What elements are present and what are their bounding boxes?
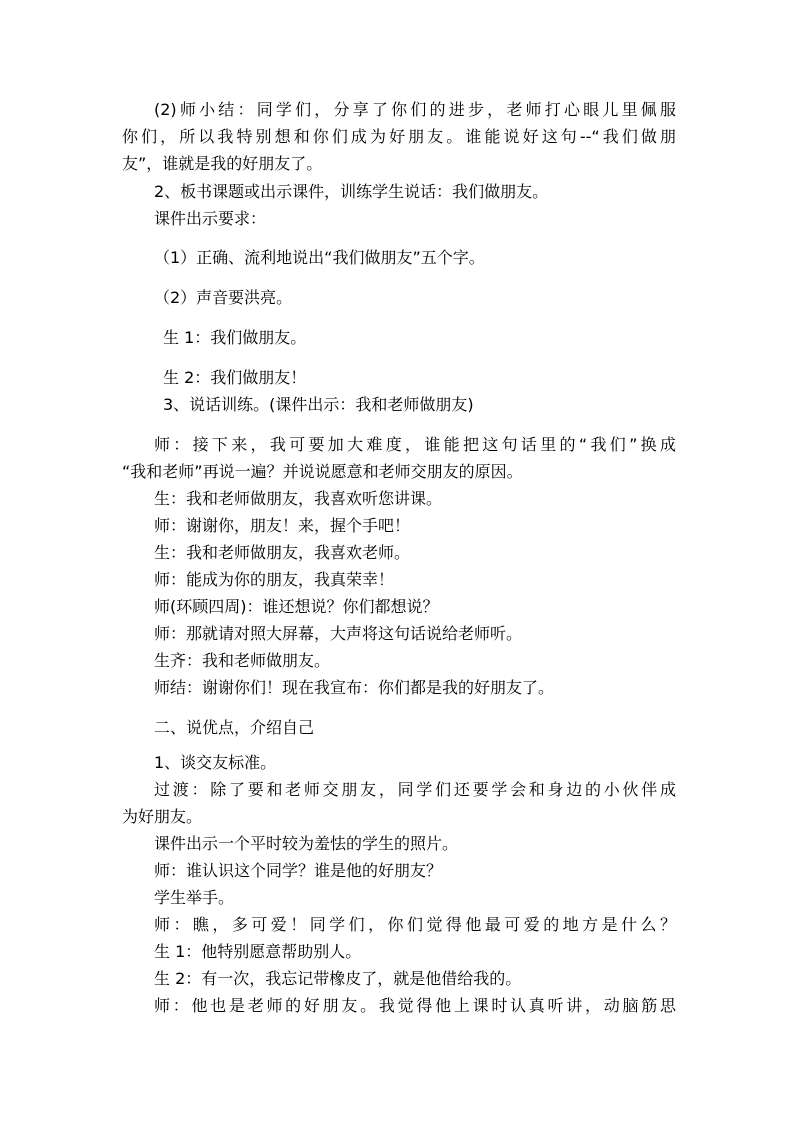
requirement-item: （2）声音要洪亮。 <box>154 288 293 307</box>
requirement-item: （1）正确、流利地说出“我们做朋友”五个字。 <box>154 248 485 267</box>
dialogue-line: 生 1：我们做朋友。 <box>163 328 307 347</box>
dialogue-line: 生 2：有一次，我忘记带橡皮了，就是他借给我的。 <box>154 969 522 988</box>
paragraph-line: 课件出示要求： <box>154 209 267 228</box>
dialogue-line: 师：他也是老师的好朋友。我觉得他上课时认真听讲，动脑筋思 <box>154 996 676 1015</box>
paragraph-line: 友”，谁就是我的好朋友了。 <box>122 154 323 173</box>
dialogue-line: 生：我和老师做朋友，我喜欢老师。 <box>154 543 411 562</box>
paragraph-line: “我和老师”再说一遍？并说说愿意和老师交朋友的原因。 <box>122 462 523 481</box>
paragraph-line: 你们，所以我特别想和你们成为好朋友。谁能说好这句--“我们做朋 <box>122 127 676 146</box>
dialogue-line: 师：那就请对照大屏幕，大声将这句话说给老师听。 <box>154 624 523 643</box>
dialogue-line: 生齐：我和老师做朋友。 <box>154 651 331 670</box>
section-heading: 3、说话训练。(课件出示：我和老师做朋友) <box>163 395 474 414</box>
dialogue-line: 师：谢谢你，朋友！来，握个手吧！ <box>154 516 411 535</box>
subsection-heading: 1、谈交友标准。 <box>154 753 277 772</box>
paragraph-line: 2、板书课题或出示课件，训练学生说话：我们做朋友。 <box>154 182 549 201</box>
paragraph-line: 学生举手。 <box>154 888 235 907</box>
dialogue-line: 师(环顾四周)：谁还想说？你们都想说？ <box>154 597 439 616</box>
paragraph-line: 课件出示一个平时较为羞怯的学生的照片。 <box>154 834 459 853</box>
dialogue-line: 师结：谢谢你们！现在我宣布：你们都是我的好朋友了。 <box>154 678 555 697</box>
dialogue-line: 生 2：我们做朋友！ <box>163 368 307 387</box>
section-heading: 二、说优点，介绍自己 <box>154 718 315 737</box>
dialogue-line: 师：能成为你的朋友，我真荣幸！ <box>154 570 395 589</box>
paragraph-line: (2)师小结：同学们，分享了你们的进步，老师打心眼儿里佩服 <box>154 100 676 119</box>
paragraph-line: 过渡：除了要和老师交朋友，同学们还要学会和身边的小伙伴成 <box>154 780 676 799</box>
paragraph-line: 师：接下来，我可要加大难度，谁能把这句话里的“我们”换成 <box>154 435 676 454</box>
dialogue-line: 生：我和老师做朋友，我喜欢听您讲课。 <box>154 489 443 508</box>
paragraph-line: 为好朋友。 <box>122 807 203 826</box>
dialogue-line: 师：瞧，多可爱！同学们，你们觉得他最可爱的地方是什么？ <box>154 915 676 934</box>
dialogue-line: 师：谁认识这个同学？谁是他的好朋友？ <box>154 861 443 880</box>
dialogue-line: 生 1：他特别愿意帮助别人。 <box>154 942 362 961</box>
